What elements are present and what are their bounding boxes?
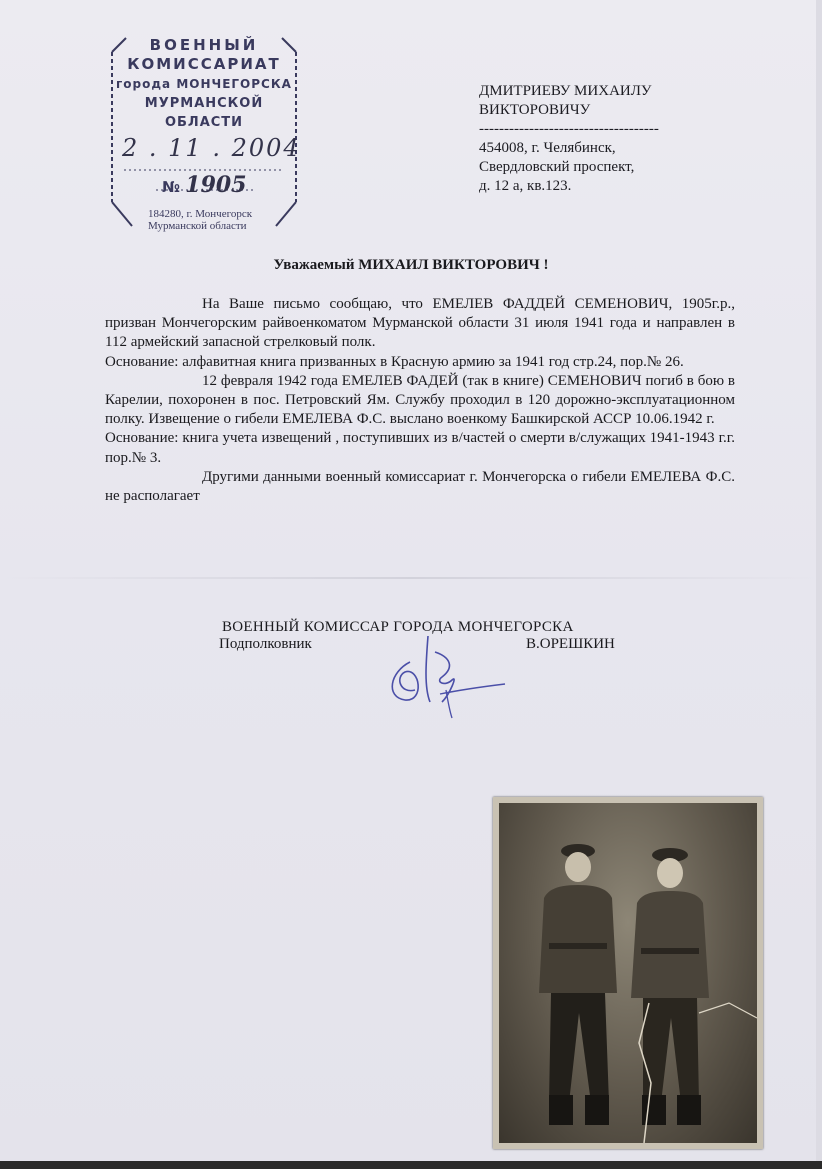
addressee-address: Свердловский проспект, — [479, 159, 635, 175]
historical-photo — [493, 797, 763, 1149]
signatory-rank: Подполковник — [219, 636, 312, 652]
addressee-address: д. 12 а, кв.123. — [479, 178, 572, 194]
page-edge — [816, 0, 822, 1169]
addressee-separator: ------------------------------------ — [479, 121, 659, 137]
letter-body — [105, 295, 735, 506]
stamp-number — [162, 172, 247, 198]
signatory-name: В.ОРЕШКИН — [526, 636, 615, 652]
body-paragraph: Основание: алфавитная книга призванных в Красную армию за 1941 год стр.24, пор.№ 26. — [105, 353, 684, 370]
addressee-name: ВИКТОРОВИЧУ — [479, 102, 591, 118]
stamp-line: МУРМАНСКОЙ — [144, 96, 264, 111]
salutation: Уважаемый МИХАИЛ ВИКТОРОВИЧ ! — [273, 257, 549, 273]
stamp-address: Мурманской области — [148, 220, 247, 232]
stamp-line: КОМИССАРИАТ — [127, 55, 281, 73]
stamp-line: города МОНЧЕГОРСКА — [116, 77, 292, 91]
photo-figures — [499, 803, 757, 1143]
addressee-address: 454008, г. Челябинск, — [479, 140, 616, 156]
body-paragraph: На Ваше письмо сообщаю, что ЕМЕЛЕВ ФАДДЕЙ СЕМЕНОВИЧ, 1905г.р., призван Мончегорским райвоенкоматом Мурманской области 31 июля 1941 года и направлен в 112 армейский запасной стрелковый полк. — [105, 296, 735, 351]
stamp-line: ОБЛАСТИ — [164, 115, 244, 130]
handwritten-signature — [380, 632, 510, 722]
stamp-line: ВОЕННЫЙ — [149, 36, 259, 54]
photo-image — [499, 803, 757, 1143]
body-paragraph: Другими данными военный комиссариат г. Мончегорска о гибели ЕМЕЛЕВА Ф.С. не располагает — [105, 468, 735, 505]
addressee-name: ДМИТРИЕВУ МИХАИЛУ — [479, 83, 652, 99]
scan-border — [0, 1161, 822, 1169]
body-paragraph: 12 февраля 1942 года ЕМЕЛЕВ ФАДЕЙ (так в книге) СЕМЕНОВИЧ погиб в бою в Карелии, похоронен в пос. Петровский Ям. Службу проходил в 120 дорожно-эксплуатационном полку. Извещение о гибели ЕМЕЛЕВА Ф.С. выслано военкому Башкирской АССР 10.06.1942 г. — [105, 372, 735, 428]
paper-fold — [0, 577, 822, 579]
stamp-number-prefix: № — [162, 178, 181, 196]
signatory-title: ВОЕННЫЙ КОМИССАР ГОРОДА МОНЧЕГОРСКА — [222, 619, 574, 635]
office-stamp — [104, 30, 304, 235]
body-paragraph: Основание: книга учета извещений , поступивших из в/частей о смерти в/служащих 1941-1943 г.г. пор.№ 3. — [105, 430, 735, 466]
stamp-date: 2 . 11 . 2004 — [122, 134, 301, 162]
stamp-number-value: 1905 — [185, 172, 247, 198]
addressee-block — [479, 82, 679, 196]
stamp-address: 184280, г. Мончегорск — [148, 208, 253, 220]
